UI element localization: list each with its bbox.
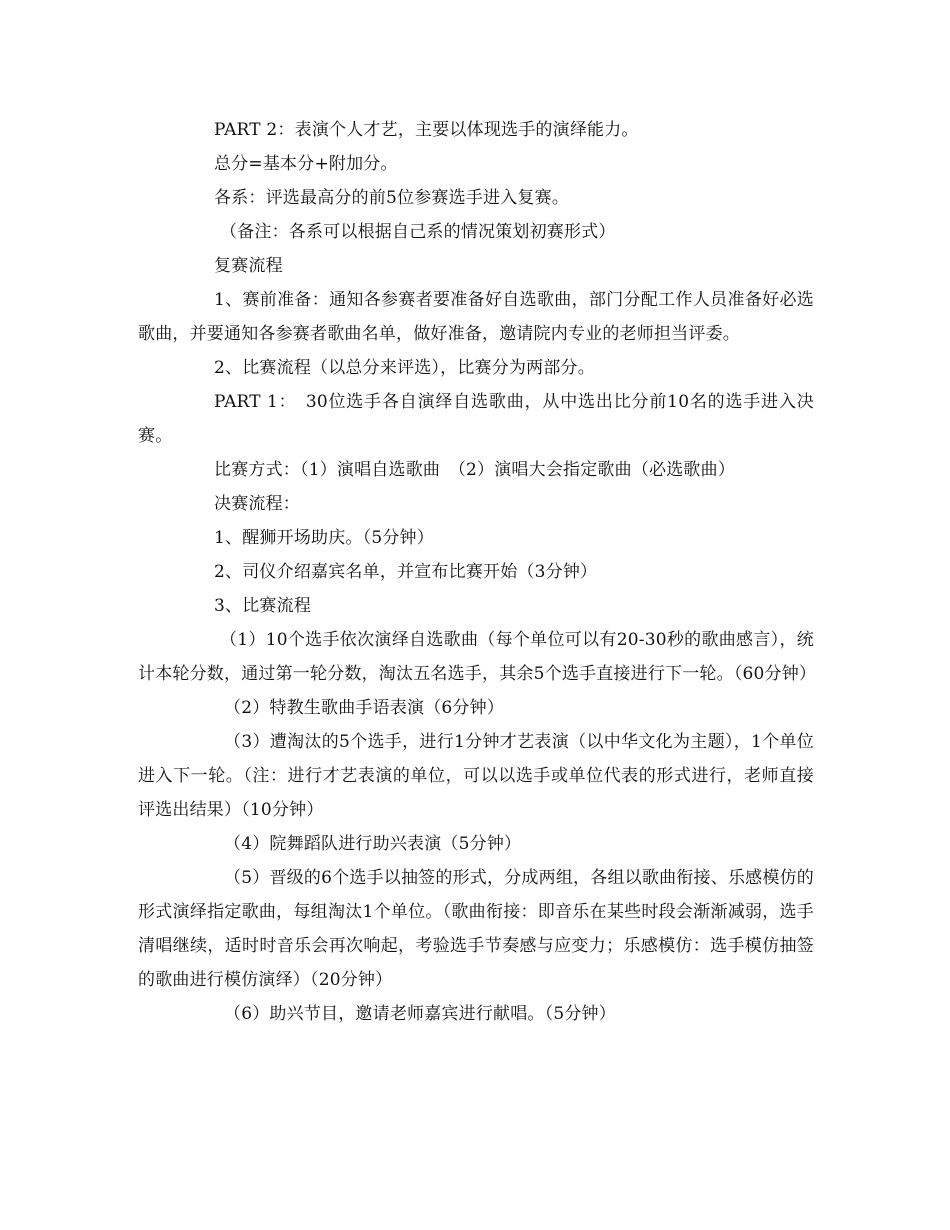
paragraph-competition-method: 比赛方式：（1）演唱自选歌曲 （2）演唱大会指定歌曲（必选歌曲）: [214, 460, 736, 480]
paragraph-part2: PART 2：表演个人才艺，主要以体现选手的演绎能力。: [214, 120, 639, 140]
paragraph-preparation: 1、赛前准备：通知各参赛者要准备好自选歌曲，部门分配工作人员准备好必选歌曲，并要通知各参赛者歌曲名单，做好准备，邀请院内专业的老师担当评委。: [138, 290, 814, 344]
paragraph-department-selection: 各系：评选最高分的前5位参赛选手进入复赛。: [214, 188, 570, 208]
paragraph-total-score: 总分=基本分+附加分。: [214, 154, 398, 174]
heading-semifinal-process: 复赛流程: [214, 256, 283, 276]
list-item-lion-dance: 1、醒狮开场助庆。（5分钟）: [214, 528, 434, 548]
sub-item-guest-singing: （6）助兴节目，邀请老师嘉宾进行献唱。（5分钟）: [224, 1004, 616, 1024]
list-item-host-intro: 2、司仪介绍嘉宾名单，并宣布比赛开始（3分钟）: [214, 562, 598, 582]
paragraph-part1: PART 1： 30位选手各自演绎自选歌曲，从中选出比分前10名的选手进入决赛。: [138, 392, 814, 446]
list-item-competition-flow: 3、比赛流程: [214, 596, 312, 616]
sub-item-final-groups: （5）晋级的6个选手以抽签的形式，分成两组，各组以歌曲衔接、乐感模仿的形式演绎指定歌曲，每组淘汰1个单位。（歌曲衔接：即音乐在某些时段会渐渐减弱，选手清唱继续，适时时音乐会再次响起，考验选手节奏感与应变力；乐感模仿：选手模仿抽签的歌曲进行模仿演绎）（20分钟）: [138, 868, 814, 990]
sub-item-sign-language: （2）特教生歌曲手语表演（6分钟）: [224, 698, 505, 718]
document-body: [138, 113, 817, 1031]
paragraph-competition-process: 2、比赛流程（以总分来评选），比赛分为两部分。: [214, 358, 595, 378]
paragraph-note: （备注：各系可以根据自己系的情况策划初赛形式）: [220, 222, 616, 242]
sub-item-dance-team: （4）院舞蹈队进行助兴表演（5分钟）: [224, 834, 522, 854]
sub-item-talent-show: （3）遭淘汰的5个选手，进行1分钟才艺表演（以中华文化为主题），1个单位进入下一轮。（注：进行才艺表演的单位，可以以选手或单位代表的形式进行，老师直接评选出结果）（10分钟）: [138, 732, 814, 820]
sub-item-round-one: （1）10个选手依次演绎自选歌曲（每个单位可以有20-30秒的歌曲感言），统计本轮分数，通过第一轮分数，淘汰五名选手，其余5个选手直接进行下一轮。（60分钟）: [138, 630, 817, 684]
heading-final-process: 决赛流程：: [214, 494, 300, 514]
